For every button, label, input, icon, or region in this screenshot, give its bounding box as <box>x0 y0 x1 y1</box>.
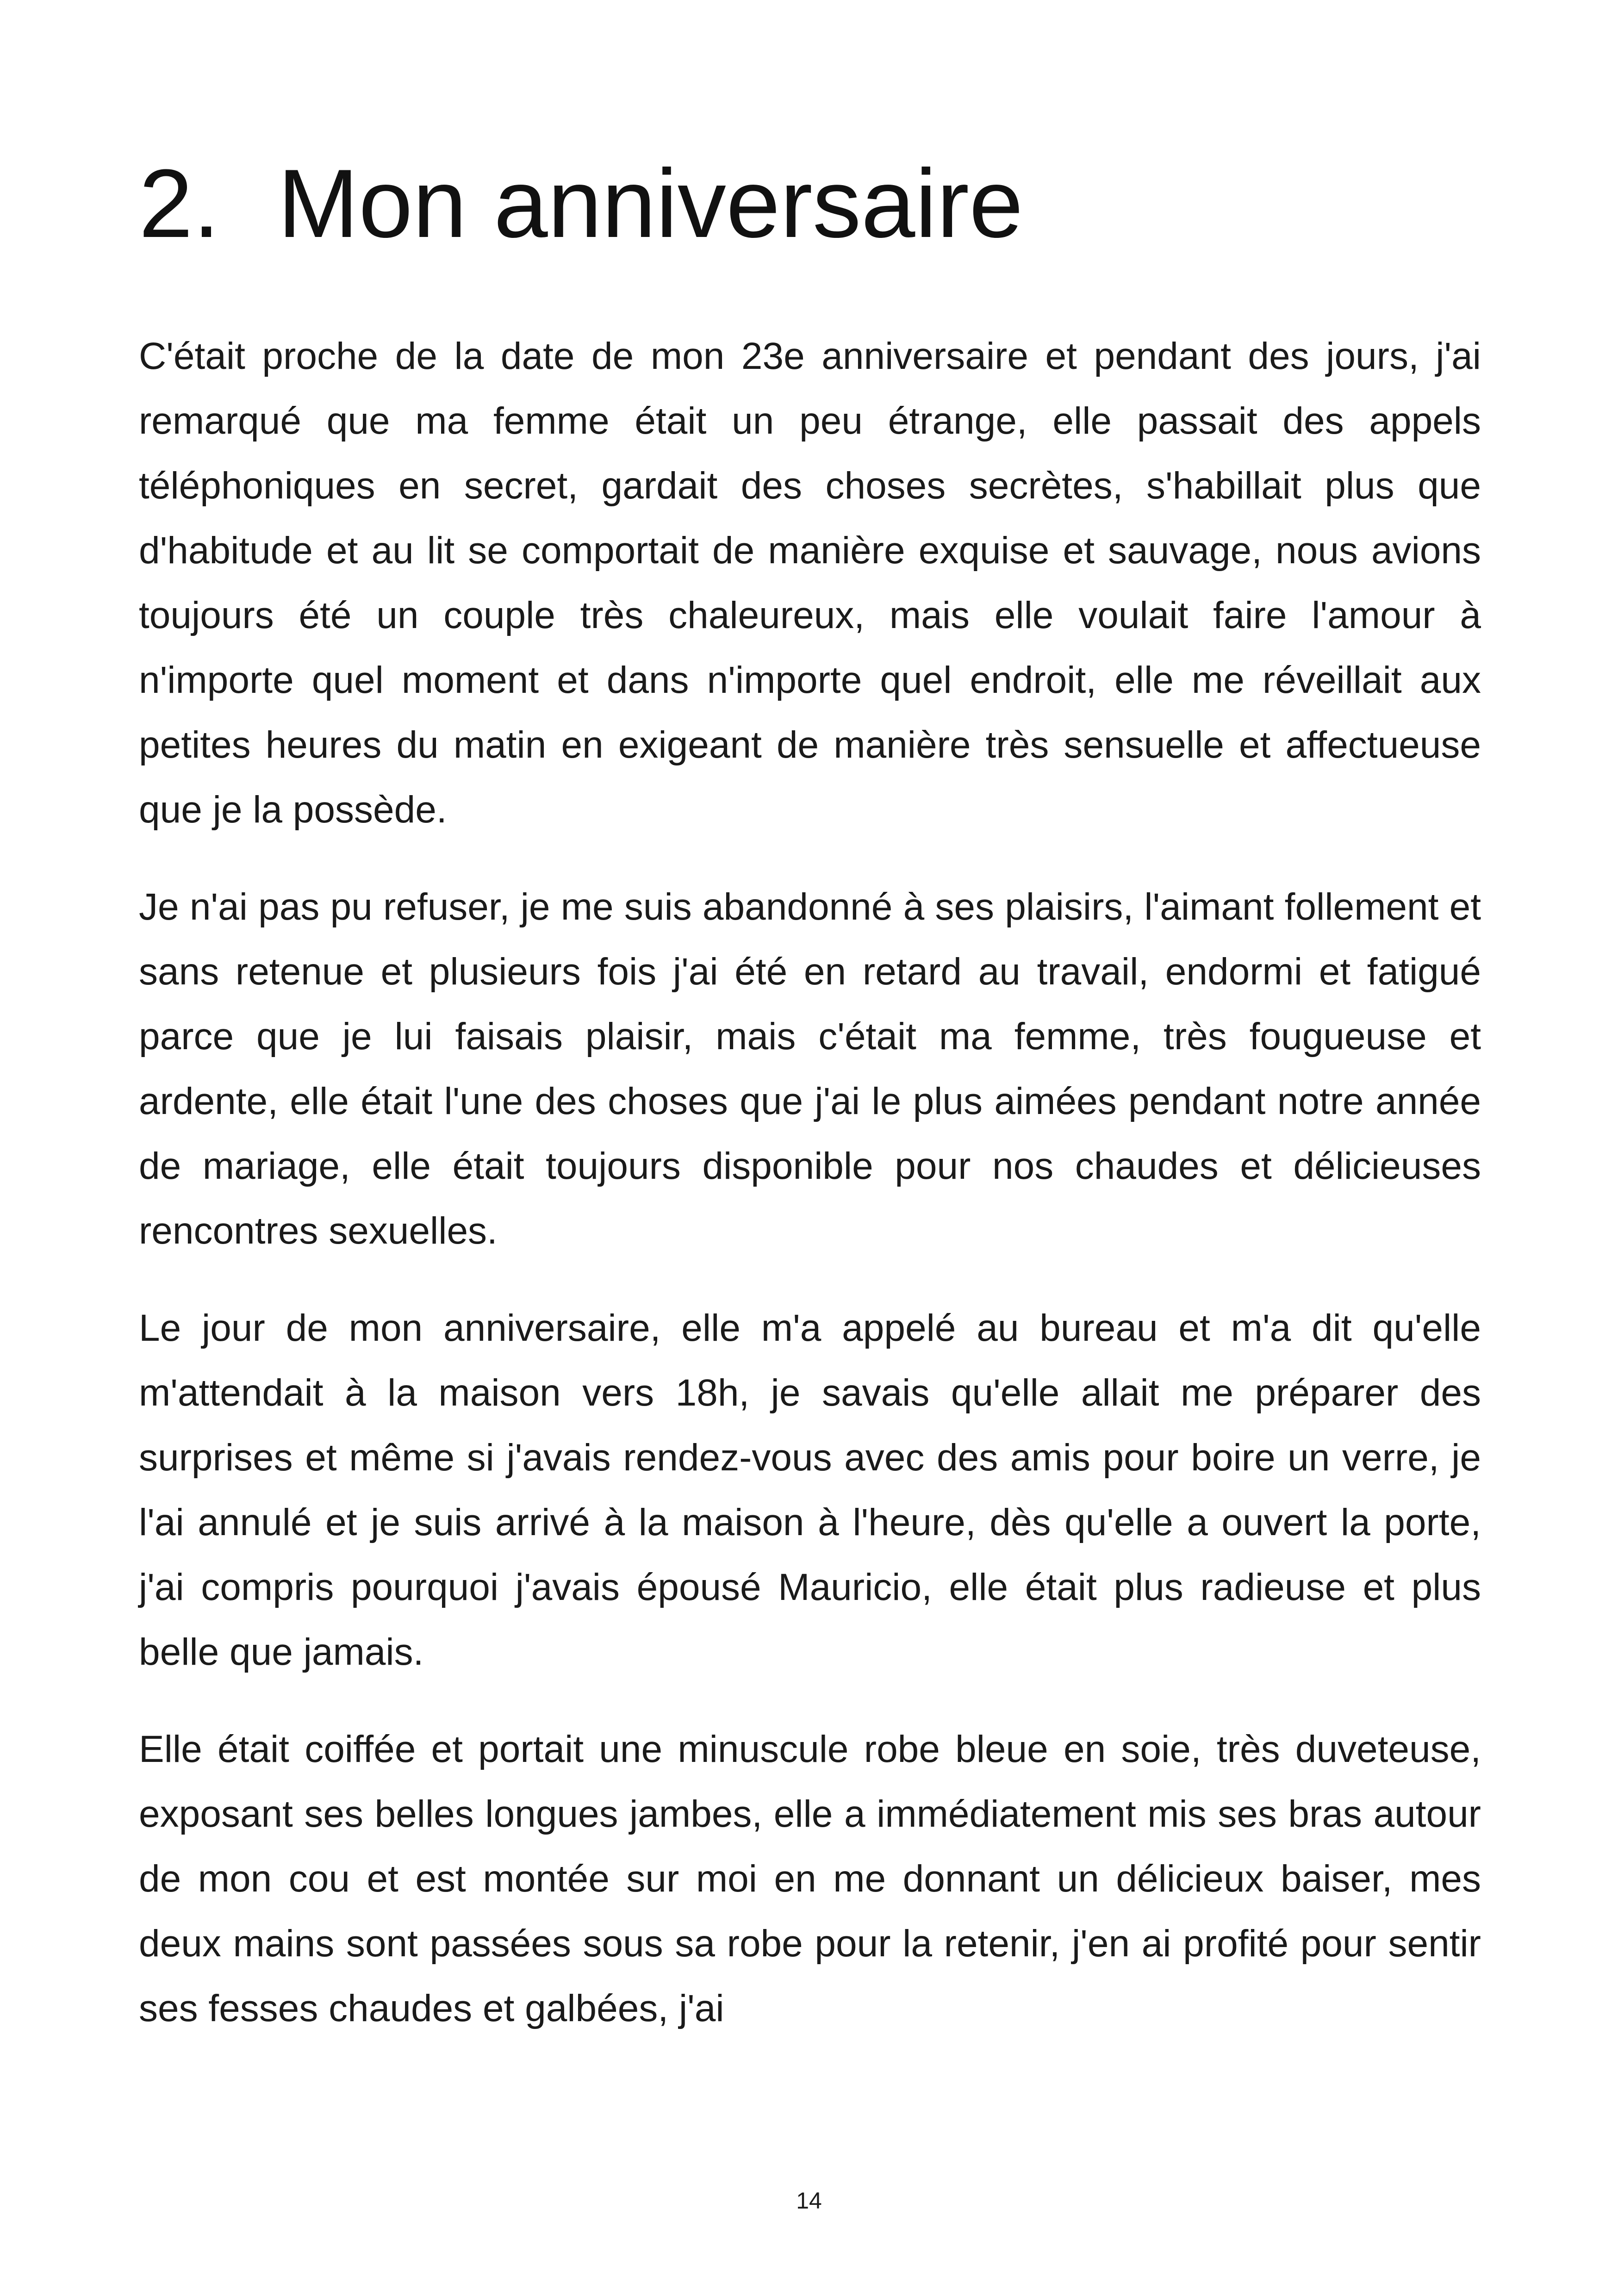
chapter-number: 2. <box>139 149 220 258</box>
chapter-heading <box>139 139 1023 268</box>
page-number: 14 <box>796 2188 822 2214</box>
paragraph-3: Le jour de mon anniversaire, elle m'a appelé au bureau et m'a dit qu'elle m'attendait à la maison vers 18h, je savais qu'elle allait me préparer des surprises et même si j'avais rendez-vous avec des amis pour boire un verre, je l'ai annulé et je suis arrivé à la maison à l'heure, dès qu'elle a ouvert la porte, j'ai compris pourquoi j'avais épousé Mauricio, elle était plus radieuse et plus belle que jamais. <box>139 1307 1481 1673</box>
paragraph-1: C'était proche de la date de mon 23e anniversaire et pendant des jours, j'ai remarqué que ma femme était un peu étrange, elle passait des appels téléphoniques en secret, gardait des choses secrètes, s'habillait plus que d'habitude et au lit se comportait de manière exquise et sauvage, nous avions toujours été un couple très chaleureux, mais elle voulait faire l'amour à n'importe quel moment et dans n'importe quel endroit, elle me réveillait aux petites heures du matin en exigeant de manière très sensuelle et affectueuse que je la possède. <box>139 335 1481 831</box>
paragraph-2: Je n'ai pas pu refuser, je me suis abandonné à ses plaisirs, l'aimant follement et sans retenue et plusieurs fois j'ai été en retard au travail, endormi et fatigué parce que je lui faisais plaisir, mais c'était ma femme, très fougueuse et ardente, elle était l'une des choses que j'ai le plus aimées pendant notre année de mariage, elle était toujours disponible pour nos chaudes et délicieuses rencontres sexuelles. <box>139 886 1481 1252</box>
chapter-title: Mon anniversaire <box>278 149 1023 258</box>
chapter-body <box>139 324 1481 2073</box>
paragraph-4: Elle était coiffée et portait une minuscule robe bleue en soie, très duveteuse, exposant ses belles longues jambes, elle a immédiatement mis ses bras autour de mon cou et est montée sur moi en me donnant un délicieux baiser, mes deux mains sont passées sous sa robe pour la retenir, j'en ai profité pour sentir ses fesses chaudes et galbées, j'ai <box>139 1728 1481 2029</box>
